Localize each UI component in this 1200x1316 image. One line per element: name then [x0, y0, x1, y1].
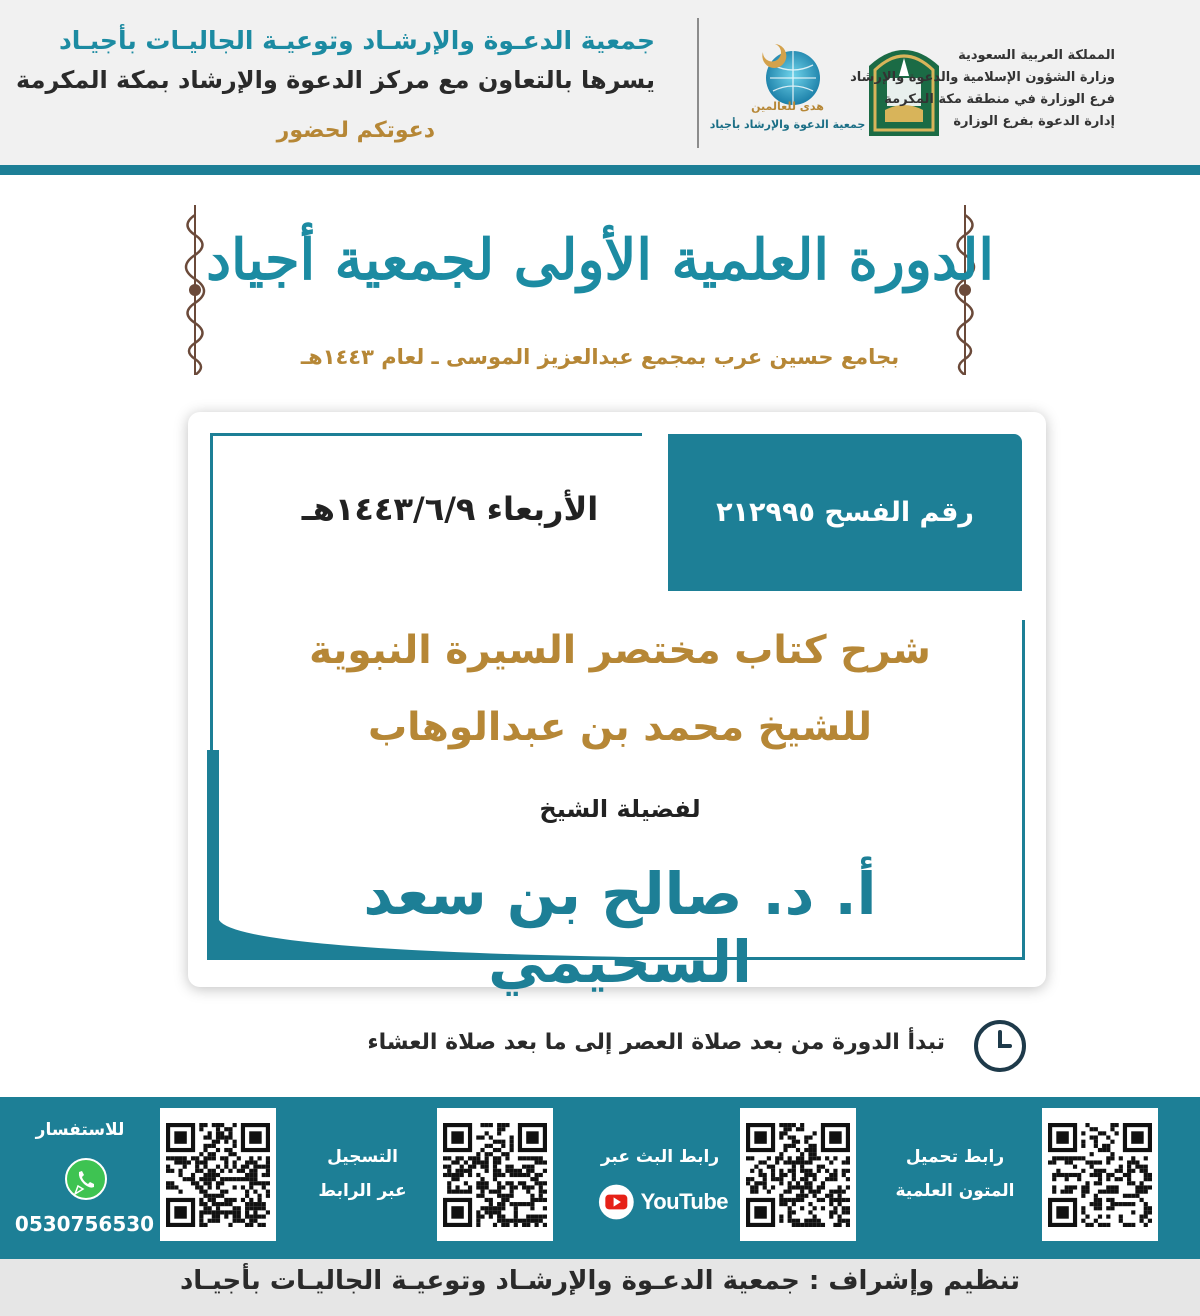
youtube-link[interactable] — [598, 1182, 728, 1222]
schedule-note: تبدأ الدورة من بعد صلاة العصر إلى ما بعد صلاة العشاء — [367, 1030, 945, 1055]
ministry-line-2: وزارة الشؤون الإسلامية والدعوة والإرشاد — [850, 70, 1115, 85]
card-frame-top — [210, 433, 642, 436]
logo-caption: جمعية الدعوة والإرشاد بأجياد — [709, 118, 866, 131]
ministry-line-1: المملكة العربية السعودية — [958, 48, 1115, 63]
course-title: الدورة العلمية الأولى لجمعية أجياد — [206, 227, 994, 293]
logo-brand: هدى للعالمين — [751, 100, 824, 113]
association-name: جمعية الدعـوة والإرشـاد وتوعيـة الجاليـات بأجيـاد — [58, 26, 655, 55]
youtube-icon — [598, 1182, 635, 1222]
ministry-line-4: إدارة الدعوة بفرع الوزارة — [953, 114, 1115, 129]
lecture-date: الأربعاء ١٤٤٣/٦/٩هـ — [301, 490, 599, 528]
card-frame-right — [1022, 620, 1025, 960]
cooperation-line: يسرها بالتعاون مع مركز الدعوة والإرشاد بمكة المكرمة — [16, 66, 655, 94]
qr-code-icon — [1048, 1123, 1152, 1227]
ministry-line-3: فرع الوزارة في منطقة مكة المكرمة — [884, 92, 1115, 107]
inquiry-label: للاستفسار — [35, 1120, 125, 1140]
qr-code-registration[interactable] — [437, 1108, 553, 1241]
qr-code-icon — [443, 1123, 547, 1227]
inquiry-phone[interactable]: 0530756530 — [14, 1212, 155, 1236]
course-location: بجامع حسين عرب بمجمع عبدالعزيز الموسى ـ لعام ١٤٤٣هـ — [300, 345, 900, 369]
qr-code-texts[interactable] — [1042, 1108, 1158, 1241]
card-frame-left — [210, 433, 213, 758]
qr-code-broadcast[interactable] — [740, 1108, 856, 1241]
sheikh-name: أ. د. صالح بن سعد السحيمي — [363, 860, 877, 996]
registration-label-line-2: عبر الرابط — [318, 1181, 407, 1201]
texts-label-line-1: رابط تحميل — [905, 1147, 1005, 1167]
qr-code-icon — [746, 1123, 850, 1227]
invitation-line: دعوتكم لحضور — [276, 118, 435, 143]
whatsapp-icon — [61, 1158, 111, 1202]
broadcast-label: رابط البث عبر — [600, 1147, 720, 1167]
permit-number-box — [668, 434, 1022, 591]
header-vertical-divider — [697, 18, 699, 148]
clock-icon — [972, 1018, 1028, 1074]
book-title-line-2: للشيخ محمد بن عبدالوهاب — [367, 705, 873, 750]
ministry-emblem — [865, 38, 943, 138]
texts-label-line-2: المتون العلمية — [895, 1181, 1015, 1201]
registration-label-line-1: التسجيل — [327, 1147, 398, 1167]
whatsapp-link[interactable] — [61, 1158, 111, 1202]
qr-code-icon — [166, 1123, 270, 1227]
registration-label — [290, 1140, 435, 1208]
card-accent-bar — [207, 750, 219, 935]
honorific: لفضيلة الشيخ — [539, 795, 701, 823]
permit-number: رقم الفسح ٢١٢٩٩٥ — [716, 497, 974, 528]
header-divider-strip — [0, 165, 1200, 175]
youtube-label: YouTube — [640, 1189, 728, 1214]
book-title-line-1: شرح كتاب مختصر السيرة النبوية — [309, 628, 931, 673]
mosque-emblem-icon — [865, 38, 943, 138]
texts-download-label — [880, 1140, 1030, 1208]
organizer-text: تنظيم وإشراف : جمعية الدعـوة والإرشـاد وتوعيـة الجاليـات بأجيـاد — [179, 1266, 1021, 1296]
qr-code-inquiry[interactable] — [160, 1108, 276, 1241]
